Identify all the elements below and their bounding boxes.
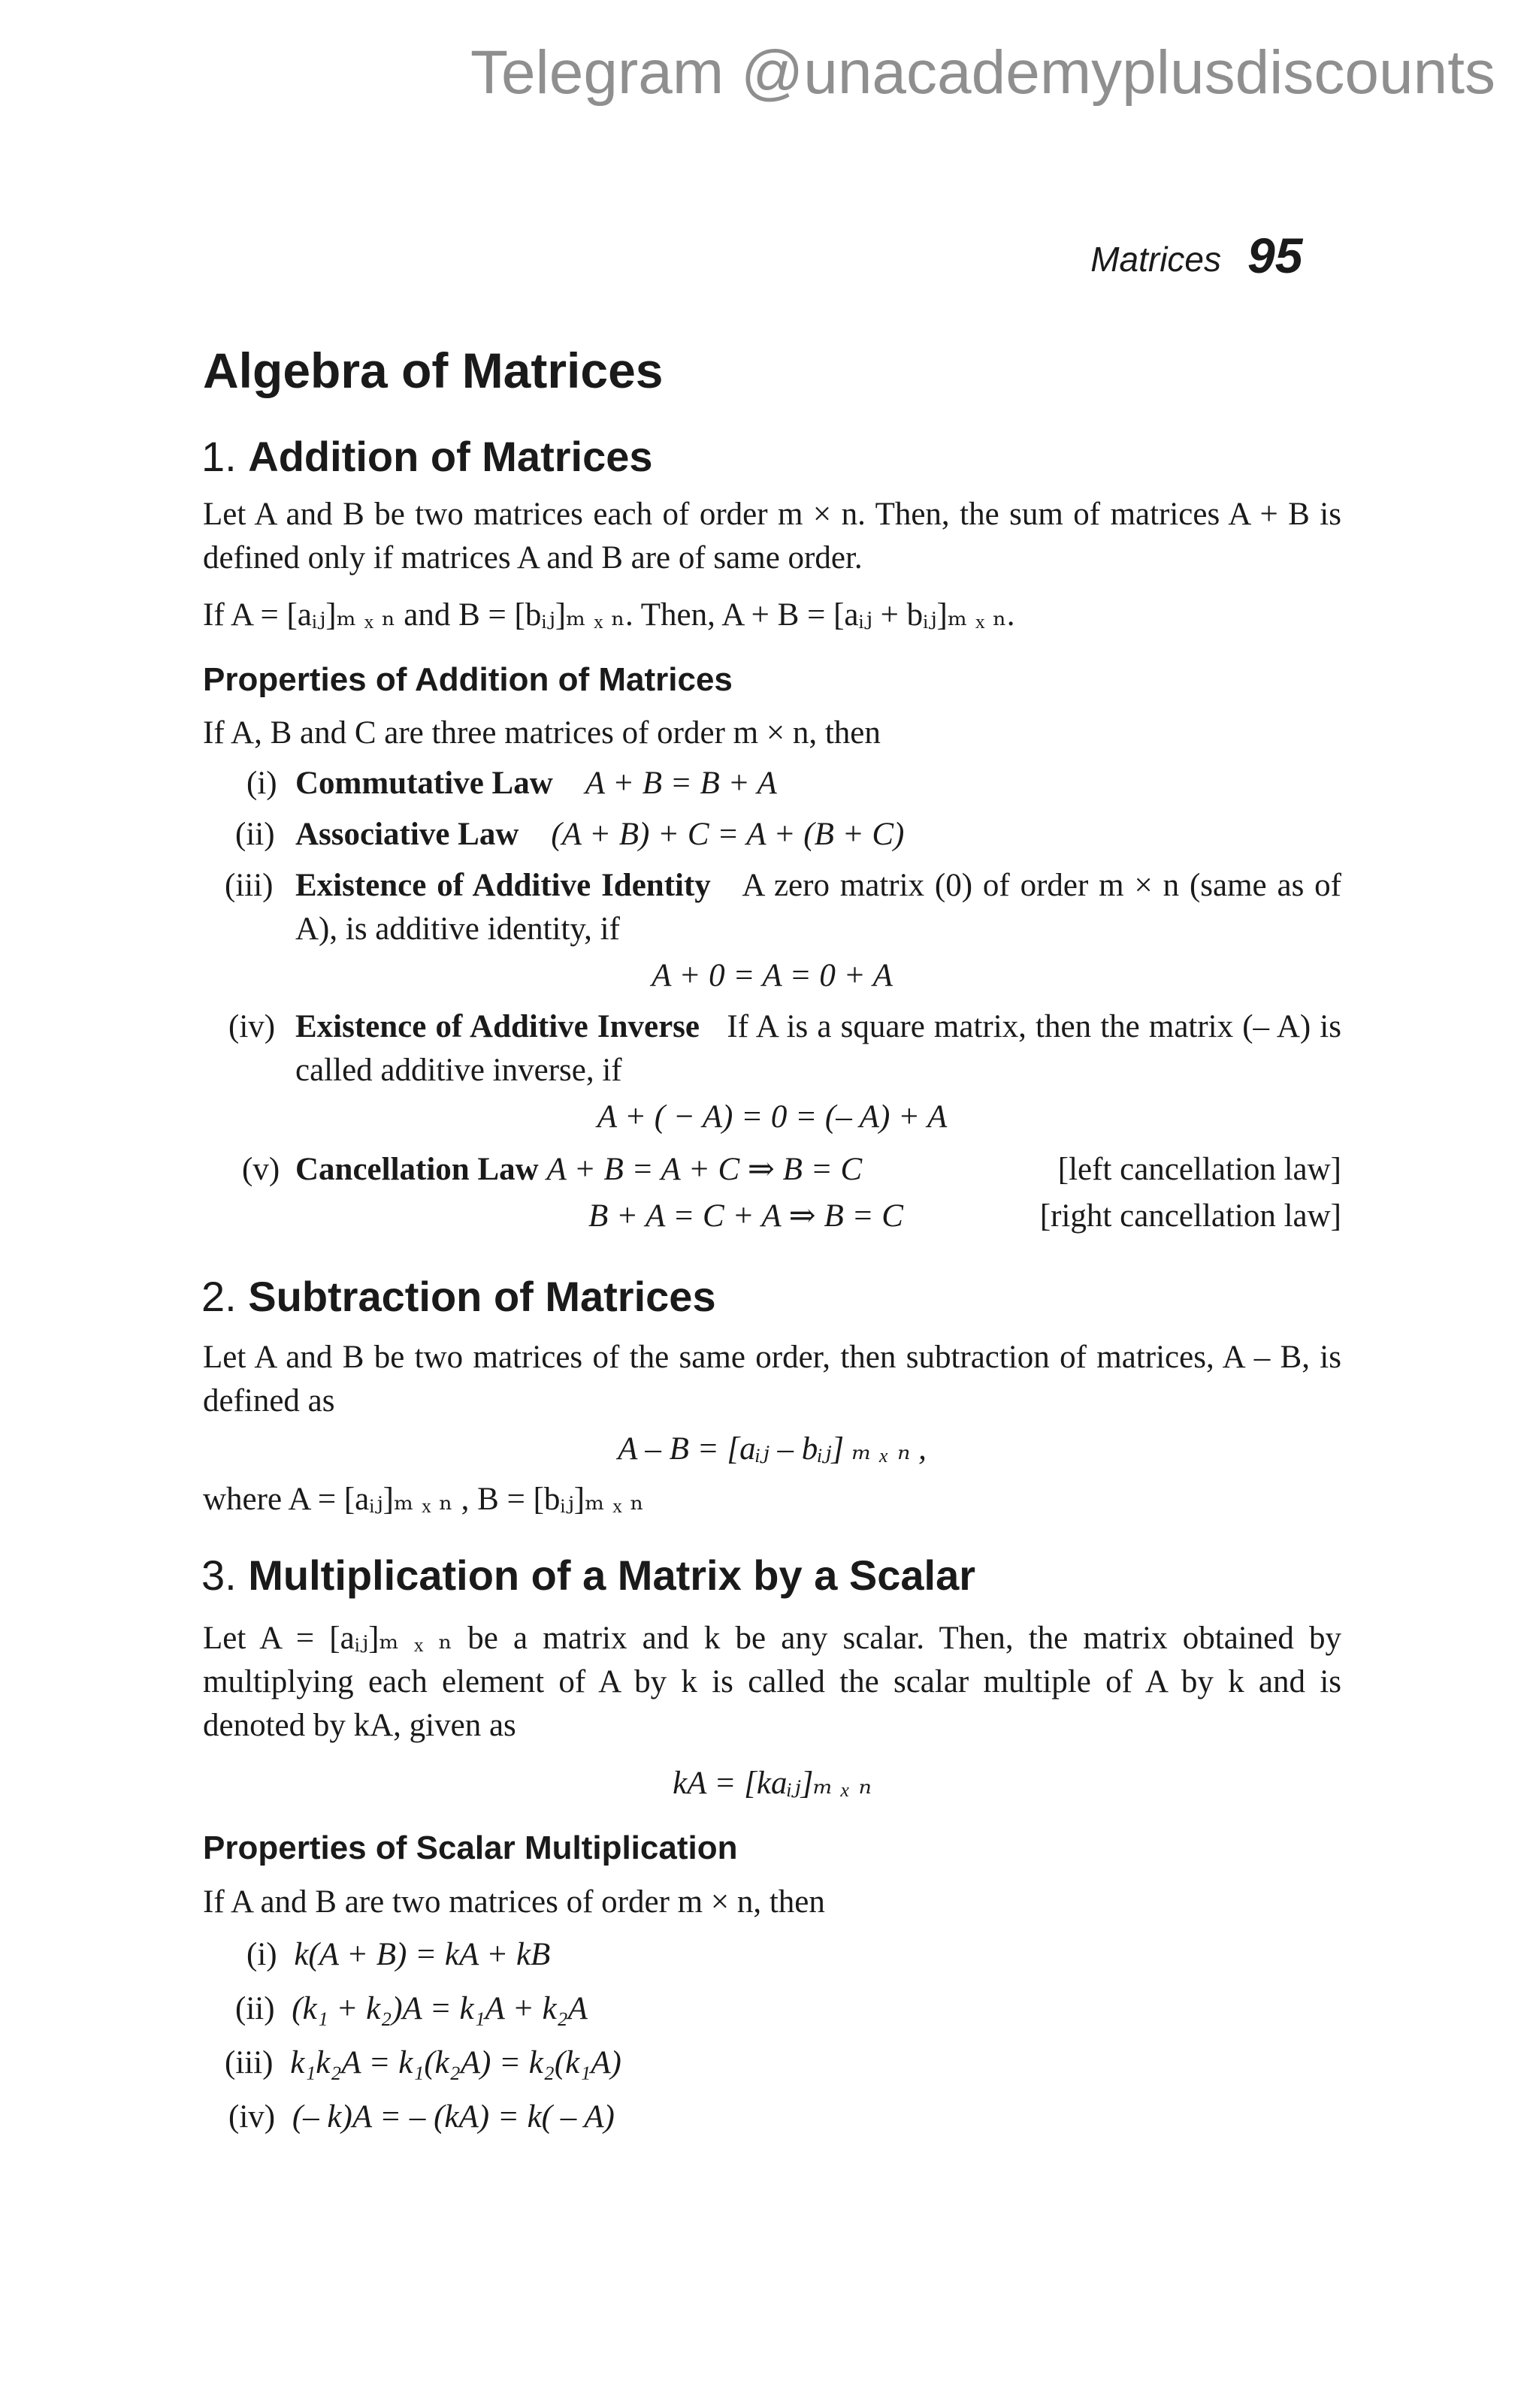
paragraph-scalar-intro: If A and B are two matrices of order m × n, then — [203, 1884, 825, 1920]
item-number: (i) — [246, 766, 277, 801]
section-number: 1. — [201, 433, 237, 480]
paragraph-scalar-definition: Let A = [aᵢⱼ]ₘ ₓ ₙ be a matrix and k be any scalar. Then, the matrix obtained by multiplying each element of A by k is called the scalar multiple of A by k and is denoted by kA, given as — [203, 1621, 1341, 1743]
property-statement: k(A + B) = kA + kB — [294, 1937, 551, 1972]
list-item — [225, 2041, 621, 2085]
equation-additive-identity: A + 0 = A = 0 + A — [652, 958, 893, 993]
law-name: Cancellation Law — [295, 1152, 539, 1187]
item-number: (iii) — [225, 868, 274, 903]
section-title: Multiplication of a Matrix by a Scalar — [248, 1551, 976, 1599]
law-name: Existence of Additive Identity — [295, 868, 711, 903]
equation-scalar-multiple: kA = [kaᵢⱼ]ₘ ₓ ₙ — [673, 1766, 872, 1801]
section-number: 2. — [201, 1273, 237, 1320]
law-statement: A + B = A + C ⇒ B = C — [546, 1152, 863, 1187]
section-number: 3. — [201, 1551, 237, 1599]
item-number: (ii) — [235, 1991, 275, 2026]
law-name: Associative Law — [295, 817, 519, 852]
property-statement: (– k)A = – (kA) = k( – A) — [292, 2099, 615, 2135]
paragraph-addition-definition: Let A and B be two matrices each of order m × n. Then, the sum of matrices A + B is defined only if matrices A and B are of same order. — [203, 497, 1341, 576]
item-number: (iv) — [228, 2099, 276, 2135]
law-statement: (A + B) + C = A + (B + C) — [551, 817, 905, 852]
list-item — [203, 1005, 1341, 1095]
law-statement-right: B + A = C + A ⇒ B = C — [588, 1198, 903, 1234]
subheading-addition-properties: Properties of Addition of Matrices — [203, 661, 733, 698]
equation-subtraction: A – B = [aᵢⱼ – bᵢⱼ] ₘ ₓ ₙ , — [618, 1431, 927, 1467]
item-body — [295, 813, 1341, 857]
equation-additive-inverse: A + ( − A) = 0 = (– A) + A — [597, 1099, 948, 1135]
property-statement: k₁k₂A = k₁(k₂A) = k₂(k₁A) — [290, 2045, 621, 2080]
paragraph-addition-formula: If A = [aᵢⱼ]ₘ ₓ ₙ and B = [bᵢⱼ]ₘ ₓ ₙ. Then, A + B = [aᵢⱼ + bᵢⱼ]ₘ ₓ ₙ. — [203, 597, 1015, 633]
item-body — [295, 1005, 1341, 1092]
paragraph-subtraction-where: where A = [aᵢⱼ]ₘ ₓ ₙ , B = [bᵢⱼ]ₘ ₓ ₙ — [203, 1482, 645, 1517]
property-statement: (k₁ + k₂)A = k₁A + k₂A — [292, 1991, 588, 2026]
item-number: (iii) — [225, 2045, 274, 2080]
law-statement: If A is a square matrix, then the matrix (– A) is called additive inverse, if — [295, 1009, 1341, 1088]
section-title: Addition of Matrices — [248, 433, 653, 480]
subheading-scalar-properties: Properties of Scalar Multiplication — [203, 1829, 738, 1866]
note-left-cancellation: [left cancellation law] — [1057, 1152, 1341, 1187]
law-statement: A + B = B + A — [585, 766, 777, 801]
note-right-cancellation: [right cancellation law] — [1039, 1198, 1341, 1234]
item-number: (v) — [242, 1152, 280, 1187]
section-heading-subtraction — [201, 1272, 716, 1321]
page-title: Algebra of Matrices — [203, 343, 664, 398]
item-number: (ii) — [235, 817, 275, 852]
page-number: 95 — [1247, 228, 1303, 283]
section-title: Subtraction of Matrices — [248, 1273, 716, 1320]
item-body — [295, 864, 1341, 951]
item-body — [295, 762, 1341, 805]
law-name: Existence of Additive Inverse — [295, 1009, 700, 1044]
item-number: (iv) — [228, 1009, 276, 1044]
section-heading-scalar-multiplication — [201, 1551, 975, 1600]
section-heading-addition — [201, 432, 653, 481]
law-name: Commutative Law — [295, 766, 553, 801]
item-number: (i) — [246, 1937, 277, 1972]
list-item — [228, 2095, 615, 2139]
paragraph-subtraction-definition: Let A and B be two matrices of the same order, then subtraction of matrices, A – B, is defined as — [203, 1340, 1341, 1419]
law-statement: A zero matrix (0) of order m × n (same as of A), is additive identity, if — [295, 868, 1342, 947]
running-title: Matrices — [1090, 240, 1221, 279]
list-item — [203, 762, 1341, 805]
paragraph-addition-intro: If A, B and C are three matrices of order m × n, then — [203, 715, 881, 751]
watermark: Telegram @unacademyplusdiscounts — [470, 38, 1495, 107]
list-item — [235, 1987, 588, 2031]
list-item — [203, 813, 1341, 857]
list-item — [246, 1933, 550, 1977]
